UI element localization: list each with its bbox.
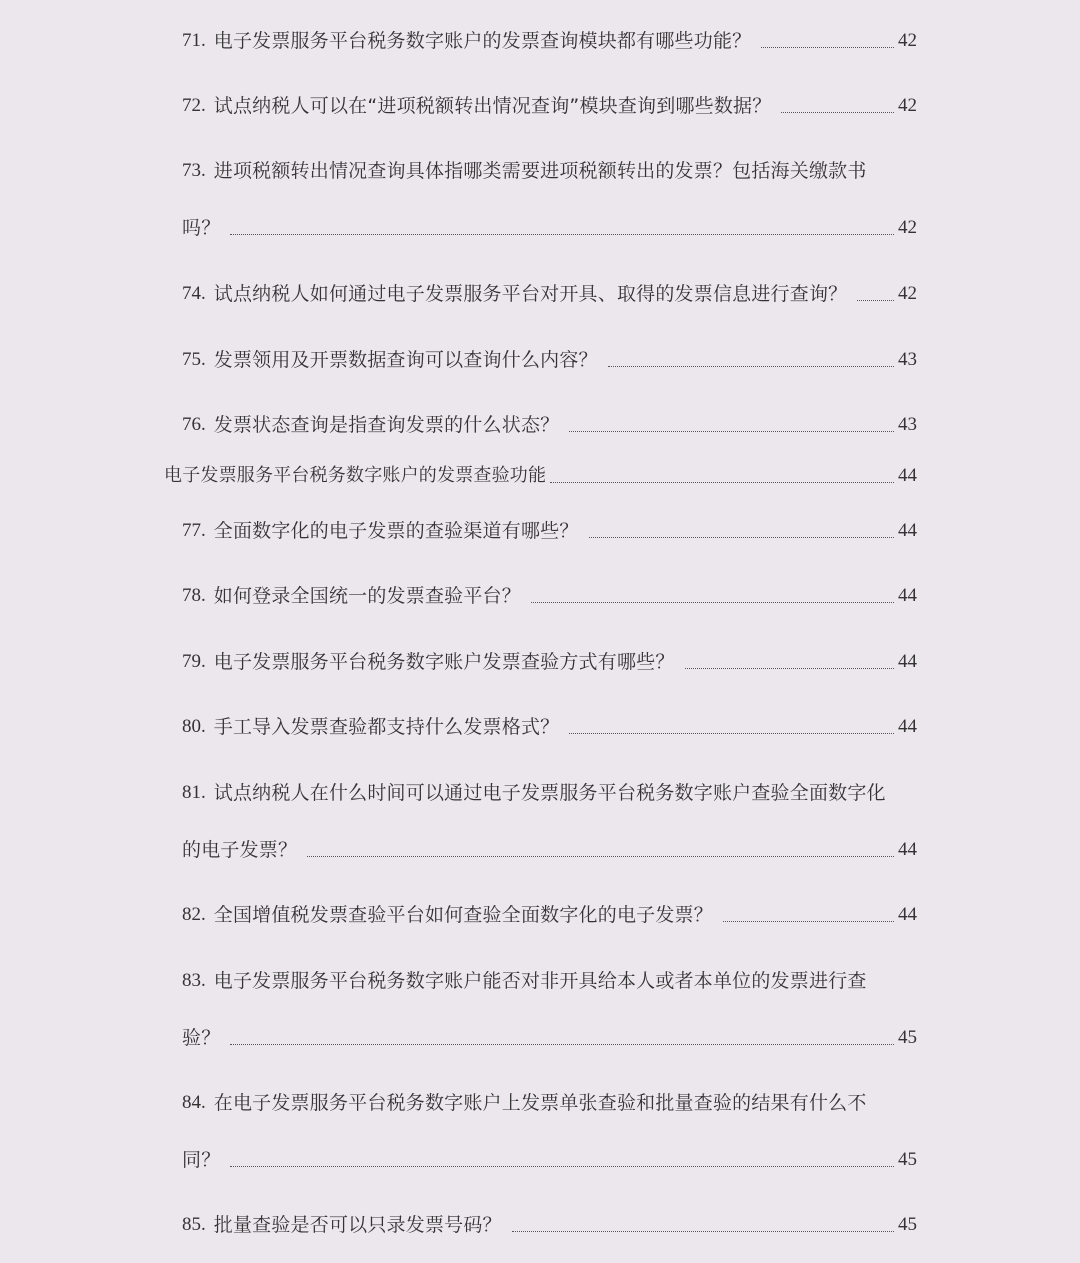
dot-leader bbox=[761, 46, 894, 48]
entry-page-number: 44 bbox=[898, 585, 917, 606]
entry-title-continuation: 的电子发票？ bbox=[182, 839, 298, 861]
toc-entry-83-continuation[interactable] bbox=[182, 1023, 917, 1053]
entry-title: 电子发票服务平台税务数字账户发票查验方式有哪些？ bbox=[213, 651, 675, 673]
entry-title: 如何登录全国统一的发票查验平台？ bbox=[213, 585, 521, 607]
toc-entry-75[interactable] bbox=[182, 345, 917, 375]
toc-entry-73[interactable] bbox=[182, 156, 917, 186]
toc-section-heading[interactable] bbox=[164, 461, 917, 491]
dot-leader bbox=[569, 430, 894, 432]
dot-leader bbox=[685, 667, 894, 669]
entry-title-continuation: 验？ bbox=[182, 1027, 221, 1049]
toc-entry-84[interactable] bbox=[182, 1088, 917, 1118]
entry-title: 试点纳税人在什么时间可以通过电子发票服务平台税务数字账户查验全面数字化 bbox=[213, 782, 886, 804]
dot-leader bbox=[307, 855, 894, 857]
entry-title: 手工导入发票查验都支持什么发票格式？ bbox=[213, 716, 560, 738]
entry-number: 80. bbox=[182, 716, 206, 737]
entry-title: 电子发票服务平台税务数字账户能否对非开具给本人或者本单位的发票进行查 bbox=[213, 970, 867, 992]
entry-title: 电子发票服务平台税务数字账户的发票查询模块都有哪些功能？ bbox=[213, 30, 752, 52]
section-title: 电子发票服务平台税务数字账户的发票查验功能 bbox=[164, 465, 547, 486]
entry-number: 74. bbox=[182, 283, 206, 304]
entry-title: 发票领用及开票数据查询可以查询什么内容？ bbox=[213, 349, 598, 371]
entry-page-number: 44 bbox=[898, 904, 917, 925]
entry-page-number: 45 bbox=[898, 1149, 917, 1170]
toc-entry-84-continuation[interactable] bbox=[182, 1145, 917, 1175]
entry-title: 进项税额转出情况查询具体指哪类需要进项税额转出的发票？包括海关缴款书 bbox=[213, 160, 867, 182]
dot-leader bbox=[857, 299, 894, 301]
entry-number: 81. bbox=[182, 782, 206, 803]
entry-number: 72. bbox=[182, 95, 206, 116]
entry-number: 82. bbox=[182, 904, 206, 925]
entry-page-number: 45 bbox=[898, 1214, 917, 1235]
entry-number: 83. bbox=[182, 970, 206, 991]
toc-entry-78[interactable] bbox=[182, 581, 917, 611]
entry-title-continuation: 同？ bbox=[182, 1149, 221, 1171]
entry-number: 71. bbox=[182, 30, 206, 51]
entry-title: 发票状态查询是指查询发票的什么状态？ bbox=[213, 414, 560, 436]
dot-leader bbox=[230, 1043, 894, 1045]
entry-title: 在电子发票服务平台税务数字账户上发票单张查验和批量查验的结果有什么不 bbox=[213, 1092, 867, 1114]
dot-leader bbox=[569, 732, 894, 734]
entry-page-number: 45 bbox=[898, 1027, 917, 1048]
section-page-number: 44 bbox=[898, 465, 917, 486]
dot-leader bbox=[531, 601, 894, 603]
entry-page-number: 44 bbox=[898, 839, 917, 860]
entry-number: 85. bbox=[182, 1214, 206, 1235]
toc-entry-81-continuation[interactable] bbox=[182, 835, 917, 865]
dot-leader bbox=[723, 920, 894, 922]
entry-number: 79. bbox=[182, 651, 206, 672]
toc-entry-80[interactable] bbox=[182, 712, 917, 742]
dot-leader bbox=[230, 233, 894, 235]
entry-page-number: 44 bbox=[898, 716, 917, 737]
entry-page-number: 42 bbox=[898, 217, 917, 238]
entry-title-continuation: 吗？ bbox=[182, 217, 221, 239]
entry-page-number: 42 bbox=[898, 283, 917, 304]
entry-number: 78. bbox=[182, 585, 206, 606]
entry-title: 批量查验是否可以只录发票号码？ bbox=[213, 1214, 502, 1236]
toc-entry-82[interactable] bbox=[182, 900, 917, 930]
dot-leader bbox=[608, 365, 894, 367]
entry-page-number: 44 bbox=[898, 520, 917, 541]
entry-title: 全面数字化的电子发票的查验渠道有哪些？ bbox=[213, 520, 579, 542]
entry-title: 试点纳税人可以在“进项税额转出情况查询”模块查询到哪些数据？ bbox=[213, 95, 772, 117]
toc-entry-72[interactable] bbox=[182, 91, 917, 121]
entry-page-number: 43 bbox=[898, 414, 917, 435]
entry-page-number: 42 bbox=[898, 95, 917, 116]
entry-number: 77. bbox=[182, 520, 206, 541]
toc-entry-71[interactable] bbox=[182, 26, 917, 56]
entry-number: 84. bbox=[182, 1092, 206, 1113]
entry-page-number: 44 bbox=[898, 651, 917, 672]
toc-entry-83[interactable] bbox=[182, 966, 917, 996]
entry-page-number: 42 bbox=[898, 30, 917, 51]
toc-entry-79[interactable] bbox=[182, 647, 917, 677]
toc-entry-76[interactable] bbox=[182, 410, 917, 440]
entry-number: 75. bbox=[182, 349, 206, 370]
toc-entry-85[interactable] bbox=[182, 1210, 917, 1240]
entry-number: 76. bbox=[182, 414, 206, 435]
entry-title: 试点纳税人如何通过电子发票服务平台对开具、取得的发票信息进行查询？ bbox=[213, 283, 848, 305]
dot-leader bbox=[512, 1230, 894, 1232]
dot-leader bbox=[230, 1165, 894, 1167]
entry-page-number: 43 bbox=[898, 349, 917, 370]
toc-entry-77[interactable] bbox=[182, 516, 917, 546]
toc-entry-73-continuation[interactable] bbox=[182, 213, 917, 243]
toc-entry-81[interactable] bbox=[182, 778, 917, 808]
entry-number: 73. bbox=[182, 160, 206, 181]
entry-title: 全国增值税发票查验平台如何查验全面数字化的电子发票？ bbox=[213, 904, 713, 926]
dot-leader bbox=[550, 481, 894, 483]
toc-entry-74[interactable] bbox=[182, 279, 917, 309]
dot-leader bbox=[781, 111, 894, 113]
dot-leader bbox=[589, 536, 894, 538]
